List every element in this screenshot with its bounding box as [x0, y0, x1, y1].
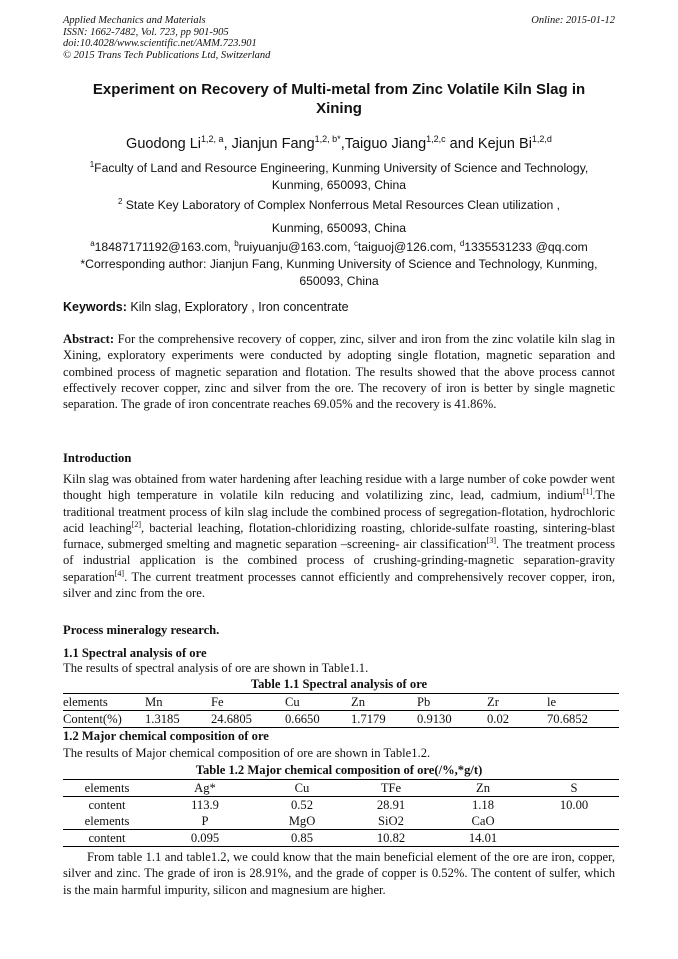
citation-ref: [3] [486, 536, 496, 545]
email-text: taiguoj@126.com, [358, 240, 460, 255]
table-cell: Zr [487, 694, 547, 711]
email-line [62, 235, 616, 256]
paper-title [60, 80, 618, 118]
citation-ref: [2] [131, 519, 142, 529]
table-1-1 [63, 693, 619, 728]
author-name: Kejun Bi [477, 135, 532, 152]
table-cell: le [547, 694, 619, 711]
author-sup: 1,2, b* [314, 134, 341, 144]
author-name: Taiguo Jiang [344, 135, 427, 152]
table-cell: 10.82 [345, 830, 437, 847]
doi-line: doi:10.4028/www.scientific.net/AMM.723.901 [63, 38, 257, 49]
table-cell: 0.52 [290, 797, 314, 812]
table-cell: 0.02 [487, 711, 547, 728]
table-cell [529, 830, 619, 847]
issn-line: ISSN: 1662-7482, Vol. 723, pp 901-905 [63, 26, 229, 38]
table-row [63, 780, 619, 797]
affiliation-2 [62, 193, 616, 237]
table-cell: 24.6805 [211, 711, 285, 728]
affiliation-1 [62, 156, 616, 194]
corresponding-line-2: 650093, China [299, 274, 379, 289]
email-sup: a [90, 239, 95, 248]
table-cell: TFe [345, 780, 437, 797]
table-cell: Cu [259, 780, 345, 797]
author-sep: and [445, 135, 478, 152]
table-cell: Ag* [151, 780, 259, 797]
table-cell: 113.9 [191, 797, 219, 812]
author-name: Jianjun Fang [231, 135, 315, 152]
table-row [63, 694, 619, 711]
email-text: 1335531233 @qq.com [464, 240, 588, 255]
final-paragraph: From table 1.1 and table1.2, we could know that the main beneficial element of the ore are iron, copper, silver and zinc. The grade of iron is 28.91%, and the grade of copper is 0.52%. The content of sulfer, which is the main harmful impurity, silicon and magnesium are higher. [63, 850, 615, 897]
author-sep: , [340, 135, 345, 152]
table-cell: 28.91 [376, 797, 406, 812]
table-cell: 0.85 [259, 830, 345, 847]
table-cell: Zn [437, 780, 529, 797]
table-cell: 1.3185 [145, 711, 211, 728]
introduction-heading: Introduction [63, 451, 132, 465]
affiliation-sup: 1 [89, 160, 95, 169]
table-1-2 [63, 779, 619, 847]
table-cell: elements [63, 694, 145, 711]
table-cell: 0.095 [151, 830, 259, 847]
affiliation-2-line-1: State Key Laboratory of Complex Nonferrous Metal Resources Clean utilization , [122, 198, 561, 213]
email-text: ruiyuanju@163.com, [238, 240, 355, 255]
affiliation-sup: 2 [117, 197, 123, 206]
table-cell: elements [63, 813, 151, 830]
table-cell: 10.00 [559, 797, 589, 812]
online-date: Online: 2015-01-12 [531, 15, 615, 26]
author-list [40, 130, 638, 153]
email-sup: b [234, 239, 239, 248]
keywords [63, 300, 349, 314]
table-cell: P [151, 813, 259, 830]
email-sup: c [354, 239, 359, 248]
journal-name: Applied Mechanics and Materials [63, 15, 206, 26]
keywords-label: Keywords: [63, 300, 127, 314]
introduction-paragraph [63, 471, 615, 601]
intro-text: . The current treatment processes cannot efficiently and comprehensively recover copper, iron, silver and zinc from the ore. [63, 569, 615, 601]
emails-and-corresponding [62, 235, 616, 290]
keywords-text: Kiln slag, Exploratory , Iron concentrate [126, 300, 349, 314]
email-sup: d [459, 239, 465, 248]
table-cell: 14.01 [437, 830, 529, 847]
author-sup: 1,2,d [531, 134, 552, 144]
table-cell: CaO [437, 813, 529, 830]
table-cell: SiO2 [345, 813, 437, 830]
abstract-text: For the comprehensive recovery of copper, zinc, silver and iron from the zinc volatile kiln slag in Xining, exploratory experiments were conducted by adopting single flotation, magnetic separation and combined process of magnetic separation and flotation. The results showed that the above process cannot effectively recover copper, zinc and silver from the ore. The recovery of iron is better by single magnetic separation. The grade of iron concentrate reaches 69.05% and the recovery is 41.86%. [63, 332, 615, 412]
table-cell: Cu [285, 694, 351, 711]
table-cell: MgO [259, 813, 345, 830]
intro-text: , bacterial leaching, flotation-chloridizing roasting, chloride-sulfate roasting, sintering-blast furnace, submerged smelting and magnetic separation –screening- air classification [63, 520, 615, 552]
journal-header [63, 15, 615, 61]
section-1-1-heading: 1.1 Spectral analysis of ore [63, 646, 207, 660]
table-row [63, 813, 619, 830]
title-line-2: Xining [316, 100, 362, 117]
table-cell: 0.6650 [285, 711, 351, 728]
author-sup: 1,2,c [426, 134, 446, 144]
author-sep: , [223, 135, 232, 152]
title-line-1: Experiment on Recovery of Multi-metal from Zinc Volatile Kiln Slag in [92, 81, 586, 98]
intro-text: Kiln slag was obtained from water hardening after leaching residue with a large number of coke powder went thought high temperature in volatile kiln reducing and volatilizing zinc, lead, cadmium, indium [63, 472, 615, 503]
table-cell: Pb [417, 694, 487, 711]
citation-ref: [4] [114, 568, 125, 578]
abstract [63, 331, 615, 412]
author-sup: 1,2, a [201, 134, 224, 144]
section-1-2-text: The results of Major chemical composition of ore are shown in Table1.2. [63, 746, 431, 760]
table-1-2-caption: Table 1.2 Major chemical composition of ore(/%,*g/t) [195, 763, 483, 777]
table-cell: 70.6852 [547, 711, 619, 728]
table-cell: content [63, 830, 151, 847]
table-cell: 1.18 [471, 797, 495, 812]
table-row [63, 797, 619, 814]
table-row [63, 711, 619, 728]
section-1-2-heading: 1.2 Major chemical composition of ore [63, 729, 269, 743]
process-mineralogy-heading: Process mineralogy research. [63, 623, 220, 637]
table-row [63, 830, 619, 847]
table-cell: 0.9130 [417, 711, 487, 728]
affiliation-2-line-2: Kunming, 650093, China [271, 221, 407, 236]
table-cell: content [88, 797, 126, 812]
email-text: 18487171192@163.com, [94, 240, 235, 255]
table-cell: Fe [211, 694, 285, 711]
table-cell: elements [63, 780, 151, 797]
table-cell: S [529, 780, 619, 797]
table-cell: Mn [145, 694, 211, 711]
table-cell: Zn [351, 694, 417, 711]
table-cell: Content(%) [63, 711, 145, 728]
abstract-label: Abstract: [63, 332, 115, 346]
corresponding-line-1: *Corresponding author: Jianjun Fang, Kunming University of Science and Technology, Kunming, [80, 257, 598, 272]
affiliation-1-line-2: Kunming, 650093, China [271, 178, 407, 193]
intro-text: .The traditional treatment process of kiln slag include the combined process of segregation-flotation, hydrochloric acid leaching [63, 488, 615, 535]
copyright-line: © 2015 Trans Tech Publications Ltd, Switzerland [63, 49, 271, 61]
affiliation-1-line-1: Faculty of Land and Resource Engineering, Kunming University of Science and Technology, [94, 161, 589, 176]
author-name: Guodong Li [126, 135, 202, 152]
table-cell [529, 813, 619, 830]
citation-ref: [1] [582, 487, 593, 497]
table-1-1-caption: Table 1.1 Spectral analysis of ore [250, 677, 428, 691]
table-cell: 1.7179 [351, 711, 417, 728]
intro-text: . The treatment process of industrial application is the combined process of crushing-grinding-magnetic separation-gravity separation [63, 537, 615, 584]
section-1-1-text: The results of spectral analysis of ore are shown in Table1.1. [63, 661, 369, 675]
